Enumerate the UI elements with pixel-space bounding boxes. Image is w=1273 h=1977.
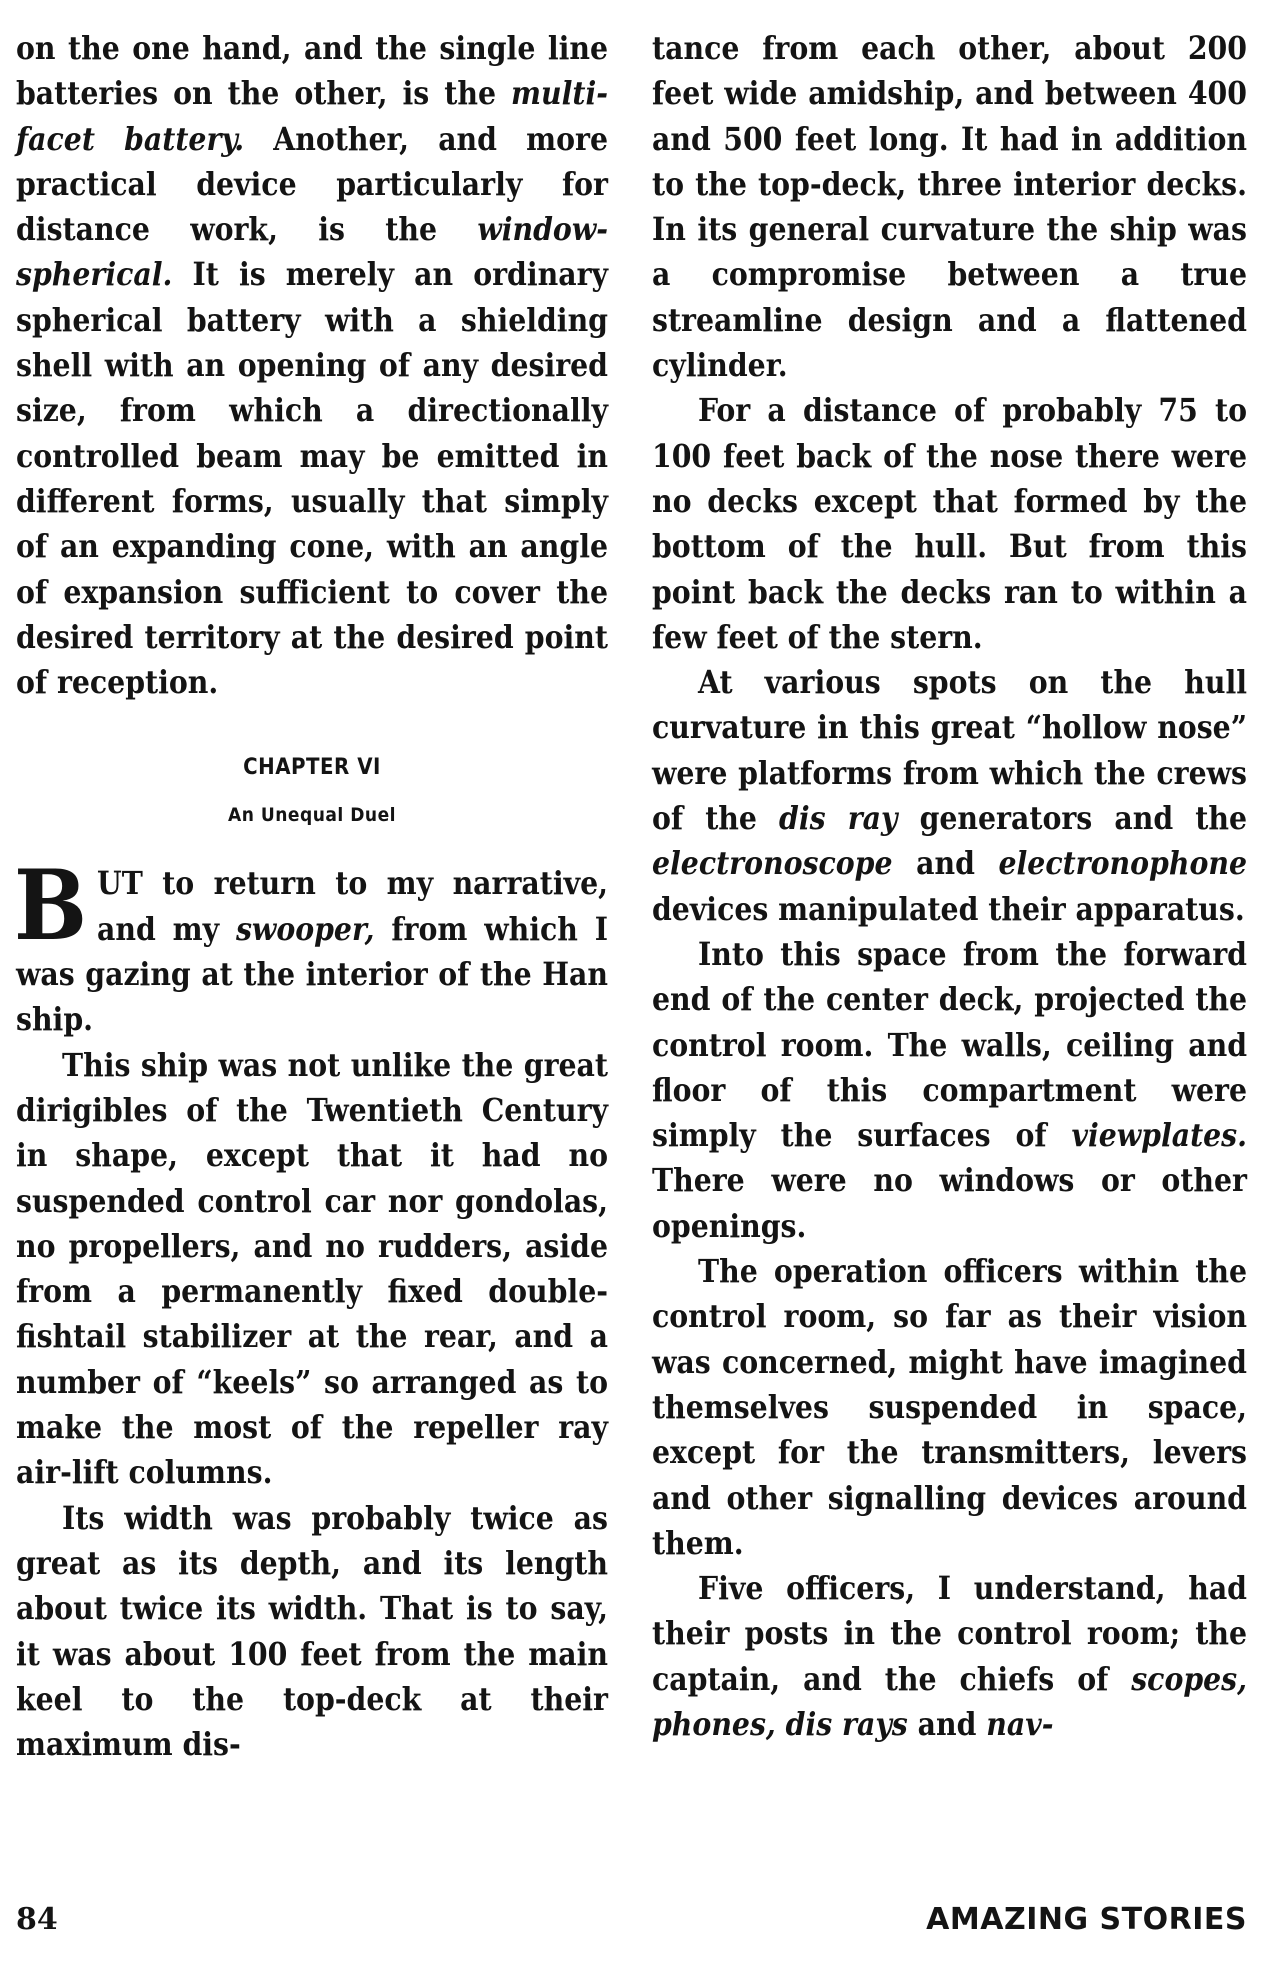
italic-term: nav- [986,1705,1054,1743]
paragraph-narrative-opening [14,849,608,1042]
paragraph-ship-decks: tance from each other, about 200 feet wide amidship, and between 400 and 500 feet long. It had in addition to the top-deck, three interior decks. In its general curvature the ship was a compromise between a true streamline design and a flattened cylinder. [652,30,1247,385]
italic-term: multi-facet battery. [16,75,608,158]
italic-term: dis ray [779,800,898,838]
text-run: Five officers, I understand, had their posts in the control room; the captain, and the chiefs of [652,1570,1247,1698]
left-column [16,26,608,1767]
italic-term: scopes, phones, dis rays [652,1660,1247,1743]
chapter-number: CHAPTER VI [243,755,381,781]
paragraph-operation-officers: The operation officers within the control room, so far as their vision was concerned, might have imagined themselves suspended in space, except for the transmitters, levers and other signalling devices around them. [652,1253,1247,1562]
italic-term: window-spherical. [16,211,608,294]
text-run: Into this space from the forward end of the center deck, projected the control room. The walls, ceiling and floor of this compartment were simply the surfaces of [652,935,1247,1155]
paragraph-ship-dimensions: Its width was probably twice as great as its depth, and its length about twice its width. That is to say, it was about 100 feet from the main keel to the top-deck at their maximum dis- [16,1499,608,1764]
paragraph-battery-description [16,26,608,705]
magazine-title: AMAZING STORIES [926,1902,1247,1937]
text-run: Another, and more practical device particularly for distance work, is the [16,120,608,249]
right-column [652,26,1247,1747]
italic-term: electronophone [998,845,1247,883]
italic-term: viewplates. [1071,1117,1247,1155]
paragraph-control-room [652,932,1247,1249]
paragraph-ship-shape: This ship was not unlike the great dirigibles of the Twentieth Century in shape, except that it had no suspended control car nor gondolas, no propellers, and no rudders, aside from a permanently fixed double-fishtail stabilizer at the rear, and a number of “keels” so arranged as to make the most of the repeller ray air-lift columns. [16,1046,608,1492]
paragraph-five-officers [652,1566,1247,1747]
text-run: There were no windows or other openings. [652,1162,1247,1245]
drop-cap: B [14,849,87,963]
text-run: on the one hand, and the single line batteries on the other, is the [16,30,608,113]
italic-term: swooper, [235,910,375,948]
text-run: At various spots on the hull curvature in this great “hollow nose” were platforms from which the crews of the [652,664,1247,838]
text-run: and [892,845,999,883]
text-run: It is merely an ordinary spherical battery with a shielding shell with an opening of any desired size, from which a directionally controlled beam may be emitted in different forms, usually that simply of an expanding cone, with an angle of expansion sufficient to cover the desired territory at the desired point of reception. [16,256,608,702]
text-run: UT to return to my narrative, and my [96,865,608,948]
chapter-title: An Unequal Duel [227,804,397,827]
text-run: and [907,1705,987,1743]
text-run: generators and the [897,800,1247,838]
page-number: 84 [16,1902,58,1937]
italic-term: electronoscope [652,845,893,883]
text-run: devices manipulated their apparatus. [652,890,1245,928]
text-run: from which I was gazing at the interior of the Han ship. [16,910,608,1039]
paragraph-ship-nose: For a distance of probably 75 to 100 feet back of the nose there were no decks except that formed by the bottom of the hull. But from this point back the decks ran to within a few feet of the stern. [652,392,1247,656]
paragraph-platforms [652,660,1247,932]
